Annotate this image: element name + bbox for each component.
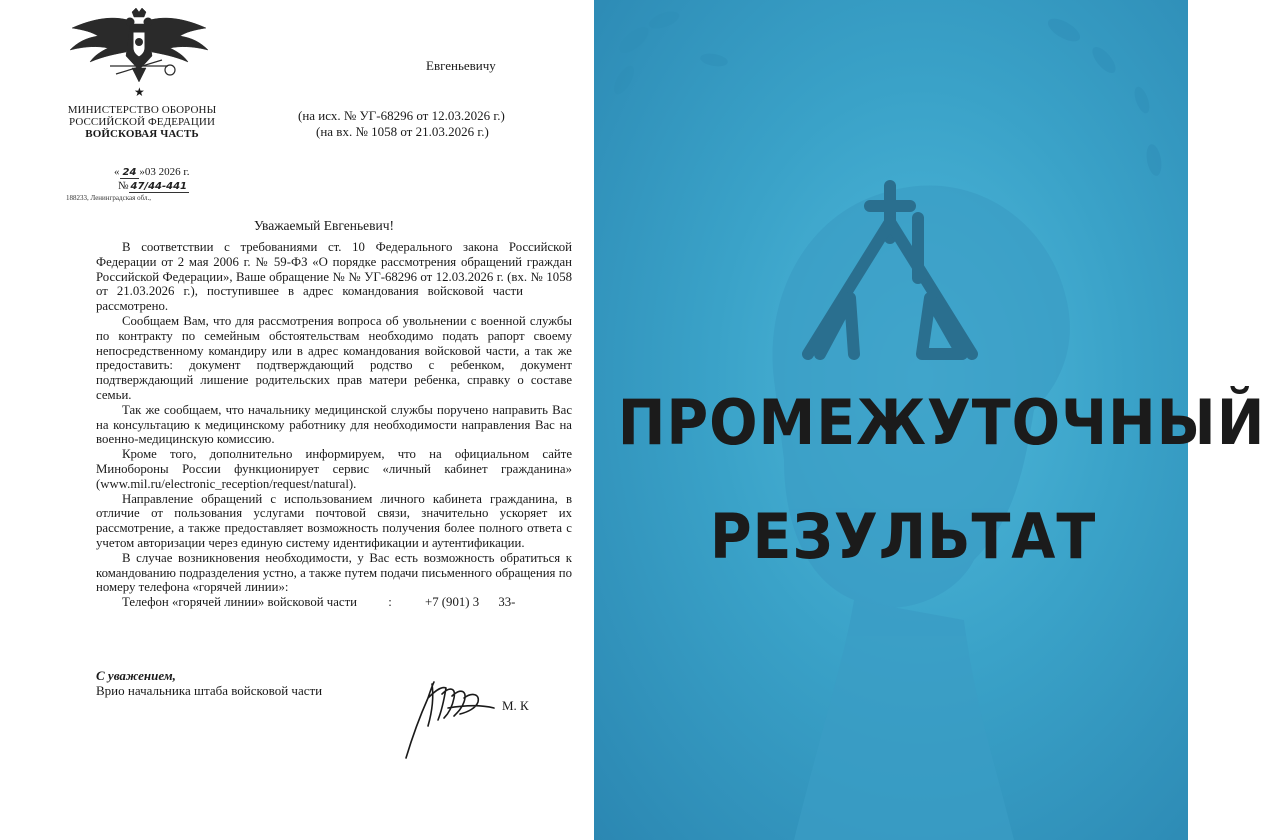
regno-handwritten: 47/44-441 (130, 181, 188, 192)
cover-headline-line1: ПРОМЕЖУТОЧНЫЙ (617, 386, 1265, 459)
date-open-quote: « (114, 166, 120, 178)
org-line-ministry: МИНИСТЕРСТВО ОБОРОНЫ (67, 104, 217, 116)
scales-of-justice-icon (792, 178, 988, 366)
postal-address: 188233, Ленинградская обл., (66, 194, 151, 202)
outgoing-reference: (на исх. № УГ-68296 от 12.03.2026 г.) (298, 108, 505, 123)
double-headed-eagle-emblem (64, 8, 214, 84)
phone-number-end: 33- (498, 595, 516, 610)
date-day-handwritten: 24 (120, 167, 140, 179)
phone-label: Телефон «горячей линии» войсковой части (122, 595, 358, 610)
paragraph-1-end: рассмотрено. (96, 299, 169, 314)
paragraph-2: Сообщаем Вам, что для рассмотрения вопроса об увольнении с военной службы по контракту по семейным обстоятельствам необходимо подать рапорт своему непосредственному командиру или в адрес командования войсковой части, а так же предоставить: документ подтверждающий родство с ребенком, документ подтверждающий лишение родительских прав матери ребенка, справку о составе семьи. (96, 313, 572, 402)
incoming-reference: (на вх. № 1058 от 21.03.2026 г.) (316, 124, 489, 139)
letter-date (114, 166, 189, 178)
salutation-start: Уважаемый (254, 218, 321, 233)
paragraph-5: Направление обращений с использованием личного кабинета гражданина, в отличие от пользования услугами почтовой связи, значительно ускоряет их рассмотрение, а также предоставляет возможность получения более полного ответа с учетом авторизации через единую систему идентификации и аутентификации. (96, 491, 572, 550)
cover-headline-line2: РЕЗУЛЬТАТ (709, 500, 1097, 573)
org-line-unit: ВОЙСКОВАЯ ЧАСТЬ (85, 128, 199, 140)
phone-number-start: +7 (901) 3 (424, 595, 480, 610)
paragraph-3: Так же сообщаем, что начальнику медицинской службы поручено направить Вас на консультацию к медицинскому работнику для необходимости направления Вас на военно-медицинскую комиссию. (96, 402, 572, 447)
interim-result-cover (594, 0, 1265, 840)
closing-block (96, 668, 322, 698)
date-month: »03 (139, 166, 156, 178)
salutation (254, 218, 394, 234)
registration-number (118, 180, 189, 192)
closing-regards: С уважением, (96, 668, 176, 683)
organization-block (62, 104, 222, 140)
official-letter (0, 0, 594, 840)
handwritten-signature (398, 668, 498, 764)
regno-prefix: № (118, 180, 129, 192)
reference-numbers (298, 108, 505, 140)
paragraph-4: Кроме того, дополнительно информируем, что на официальном сайте Минобороны России функционирует сервис «личный кабинет гражданина» (www.mil.ru/electronic_reception/request/natural). (96, 447, 572, 491)
org-line-federation: РОССИЙСКОЙ ФЕДЕРАЦИИ (68, 116, 216, 128)
salutation-end: Евгеньевич! (323, 218, 394, 233)
paragraph-6: В случае возникновения необходимости, у Вас есть возможность обратиться к командованию подразделения устно, а также путем подачи письменного обращения по номеру телефона «горячей линии»: (96, 550, 572, 595)
paragraph-1 (96, 240, 572, 314)
phone-separator: : (388, 595, 392, 610)
star-ornament: ★ (134, 85, 145, 99)
paragraph-1-text: В соответствии с требованиями ст. 10 Федерального закона Российской Федерации от 2 мая 2006 г. № 59-ФЗ «О порядке рассмотрения обращений граждан Российской Федерации», Ваше обращение № № УГ-68296 от 12.03.2026 г. (вх. № 1058 от 21.03.2026 г.), поступившее в адрес командования войсковой части (96, 240, 572, 299)
letter-body (96, 240, 572, 610)
addressee: Евгеньевичу (426, 58, 496, 73)
signer-name: М. К (502, 698, 529, 713)
date-year: 2026 г. (158, 166, 190, 178)
hotline-phone (96, 595, 572, 610)
signer-position: Врио начальника штаба войсковой части (96, 683, 323, 698)
